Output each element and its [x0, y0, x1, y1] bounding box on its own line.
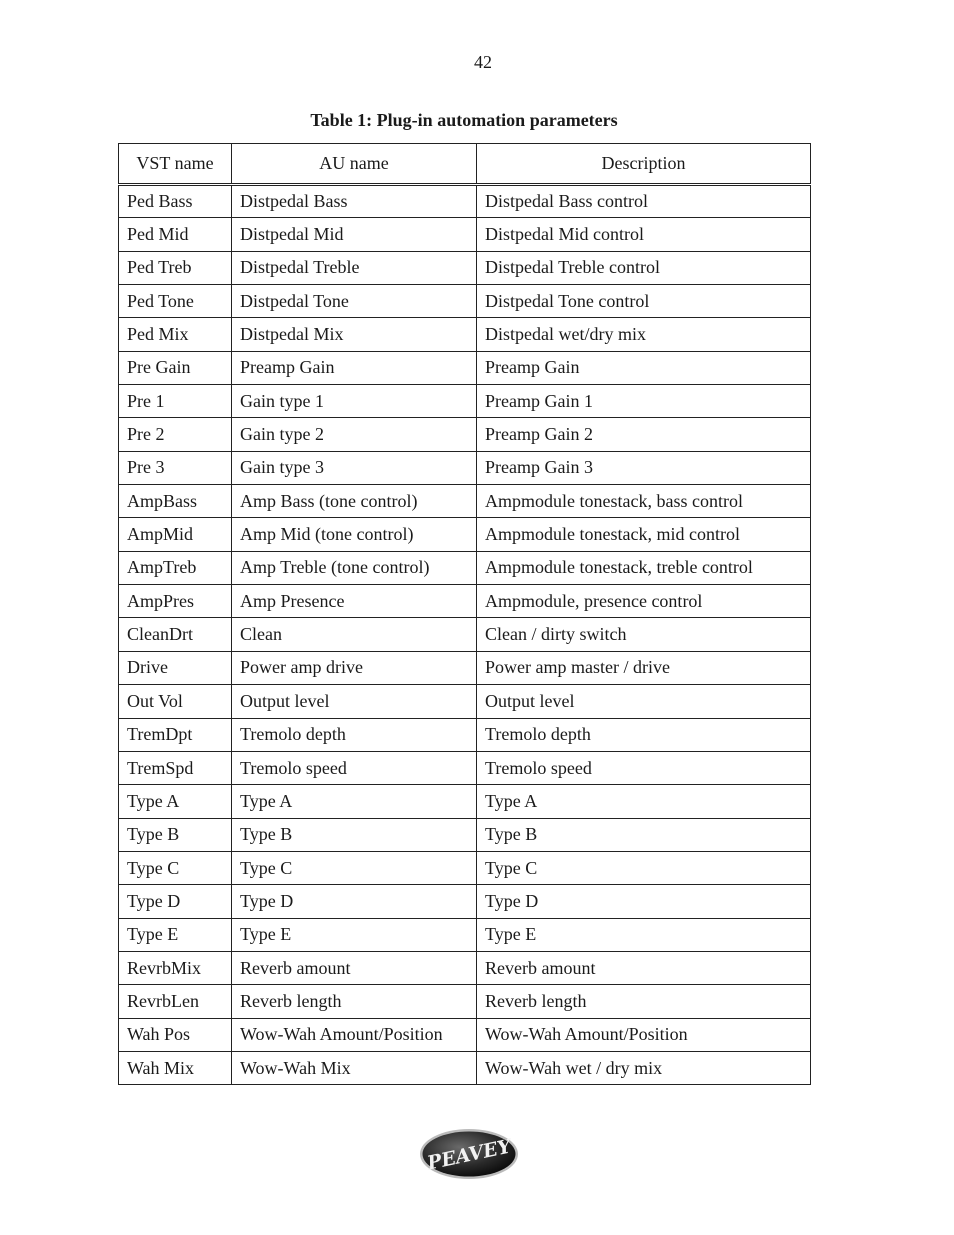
cell-vst-name: Ped Treb: [119, 251, 232, 284]
cell-vst-name: RevrbLen: [119, 985, 232, 1018]
logo-wordmark: PEAVEY: [425, 1135, 514, 1175]
cell-vst-name: Type C: [119, 851, 232, 884]
cell-au-name: Reverb amount: [232, 951, 477, 984]
cell-au-name: Preamp Gain: [232, 351, 477, 384]
cell-vst-name: Ped Bass: [119, 185, 232, 218]
cell-au-name: Gain type 3: [232, 451, 477, 484]
cell-description: Distpedal wet/dry mix: [477, 318, 811, 351]
table-row: [119, 251, 811, 284]
cell-description: Power amp master / drive: [477, 651, 811, 684]
cell-au-name: Distpedal Bass: [232, 185, 477, 218]
cell-description: Distpedal Tone control: [477, 285, 811, 318]
cell-au-name: Type D: [232, 885, 477, 918]
cell-au-name: Wow-Wah Mix: [232, 1051, 477, 1084]
table-row: [119, 851, 811, 884]
cell-vst-name: TremDpt: [119, 718, 232, 751]
cell-vst-name: TremSpd: [119, 751, 232, 784]
table-row: [119, 985, 811, 1018]
cell-au-name: Power amp drive: [232, 651, 477, 684]
table-row: [119, 485, 811, 518]
cell-vst-name: CleanDrt: [119, 618, 232, 651]
cell-au-name: Tremolo depth: [232, 718, 477, 751]
table-row: [119, 385, 811, 418]
cell-description: Clean / dirty switch: [477, 618, 811, 651]
cell-vst-name: AmpPres: [119, 585, 232, 618]
cell-au-name: Amp Bass (tone control): [232, 485, 477, 518]
column-header-description: Description: [477, 144, 811, 185]
table-row: [119, 418, 811, 451]
cell-vst-name: Pre Gain: [119, 351, 232, 384]
cell-description: Reverb amount: [477, 951, 811, 984]
cell-description: Distpedal Bass control: [477, 185, 811, 218]
table-row: [119, 785, 811, 818]
table-row: [119, 351, 811, 384]
cell-vst-name: RevrbMix: [119, 951, 232, 984]
cell-au-name: Type E: [232, 918, 477, 951]
table-row: [119, 218, 811, 251]
automation-parameters-table: [118, 143, 811, 1085]
cell-description: Ampmodule tonestack, treble control: [477, 551, 811, 584]
cell-vst-name: Type B: [119, 818, 232, 851]
table-body: [119, 185, 811, 1085]
cell-description: Output level: [477, 685, 811, 718]
cell-description: Preamp Gain 2: [477, 418, 811, 451]
cell-vst-name: Ped Mix: [119, 318, 232, 351]
cell-au-name: Amp Treble (tone control): [232, 551, 477, 584]
cell-vst-name: Out Vol: [119, 685, 232, 718]
cell-vst-name: Drive: [119, 651, 232, 684]
cell-description: Distpedal Treble control: [477, 251, 811, 284]
table-header-row: [119, 144, 811, 185]
cell-au-name: Distpedal Tone: [232, 285, 477, 318]
column-header-au-name: AU name: [232, 144, 477, 185]
cell-description: Wow-Wah Amount/Position: [477, 1018, 811, 1051]
table-row: [119, 651, 811, 684]
table-row: [119, 1018, 811, 1051]
cell-au-name: Reverb length: [232, 985, 477, 1018]
table-row: [119, 885, 811, 918]
table-row: [119, 751, 811, 784]
cell-au-name: Tremolo speed: [232, 751, 477, 784]
cell-vst-name: AmpMid: [119, 518, 232, 551]
table-row: [119, 918, 811, 951]
cell-description: Wow-Wah wet / dry mix: [477, 1051, 811, 1084]
table-caption: Table 1: Plug-in automation parameters: [310, 110, 618, 130]
cell-vst-name: Wah Pos: [119, 1018, 232, 1051]
table-row: [119, 585, 811, 618]
table-row: [119, 318, 811, 351]
cell-vst-name: AmpBass: [119, 485, 232, 518]
cell-au-name: Type B: [232, 818, 477, 851]
table-row: [119, 185, 811, 218]
table-row: [119, 451, 811, 484]
table-row: [119, 718, 811, 751]
cell-au-name: Type A: [232, 785, 477, 818]
cell-description: Ampmodule tonestack, bass control: [477, 485, 811, 518]
cell-au-name: Type C: [232, 851, 477, 884]
cell-vst-name: Type E: [119, 918, 232, 951]
table-row: [119, 518, 811, 551]
cell-au-name: Amp Mid (tone control): [232, 518, 477, 551]
cell-description: Preamp Gain: [477, 351, 811, 384]
page-number: 42: [474, 52, 492, 72]
cell-vst-name: Ped Mid: [119, 218, 232, 251]
table-row: [119, 618, 811, 651]
cell-description: Type C: [477, 851, 811, 884]
table-row: [119, 685, 811, 718]
cell-description: Distpedal Mid control: [477, 218, 811, 251]
cell-description: Type E: [477, 918, 811, 951]
cell-description: Tremolo speed: [477, 751, 811, 784]
cell-description: Reverb length: [477, 985, 811, 1018]
cell-description: Type A: [477, 785, 811, 818]
cell-description: Preamp Gain 1: [477, 385, 811, 418]
cell-description: Ampmodule tonestack, mid control: [477, 518, 811, 551]
cell-description: Ampmodule, presence control: [477, 585, 811, 618]
peavey-logo-icon: [419, 1128, 519, 1180]
table-row: [119, 551, 811, 584]
cell-au-name: Amp Presence: [232, 585, 477, 618]
cell-vst-name: Ped Tone: [119, 285, 232, 318]
cell-au-name: Distpedal Mid: [232, 218, 477, 251]
cell-au-name: Distpedal Mix: [232, 318, 477, 351]
column-header-vst-name: VST name: [119, 144, 232, 185]
cell-vst-name: Pre 1: [119, 385, 232, 418]
cell-au-name: Output level: [232, 685, 477, 718]
table-row: [119, 951, 811, 984]
cell-au-name: Distpedal Treble: [232, 251, 477, 284]
cell-au-name: Gain type 1: [232, 385, 477, 418]
cell-vst-name: Type A: [119, 785, 232, 818]
cell-description: Type B: [477, 818, 811, 851]
cell-au-name: Clean: [232, 618, 477, 651]
table-row: [119, 818, 811, 851]
cell-vst-name: Wah Mix: [119, 1051, 232, 1084]
table-row: [119, 285, 811, 318]
cell-au-name: Wow-Wah Amount/Position: [232, 1018, 477, 1051]
table-row: [119, 1051, 811, 1084]
cell-vst-name: Pre 3: [119, 451, 232, 484]
cell-description: Tremolo depth: [477, 718, 811, 751]
cell-vst-name: Pre 2: [119, 418, 232, 451]
cell-au-name: Gain type 2: [232, 418, 477, 451]
cell-description: Preamp Gain 3: [477, 451, 811, 484]
cell-description: Type D: [477, 885, 811, 918]
cell-vst-name: AmpTreb: [119, 551, 232, 584]
cell-vst-name: Type D: [119, 885, 232, 918]
